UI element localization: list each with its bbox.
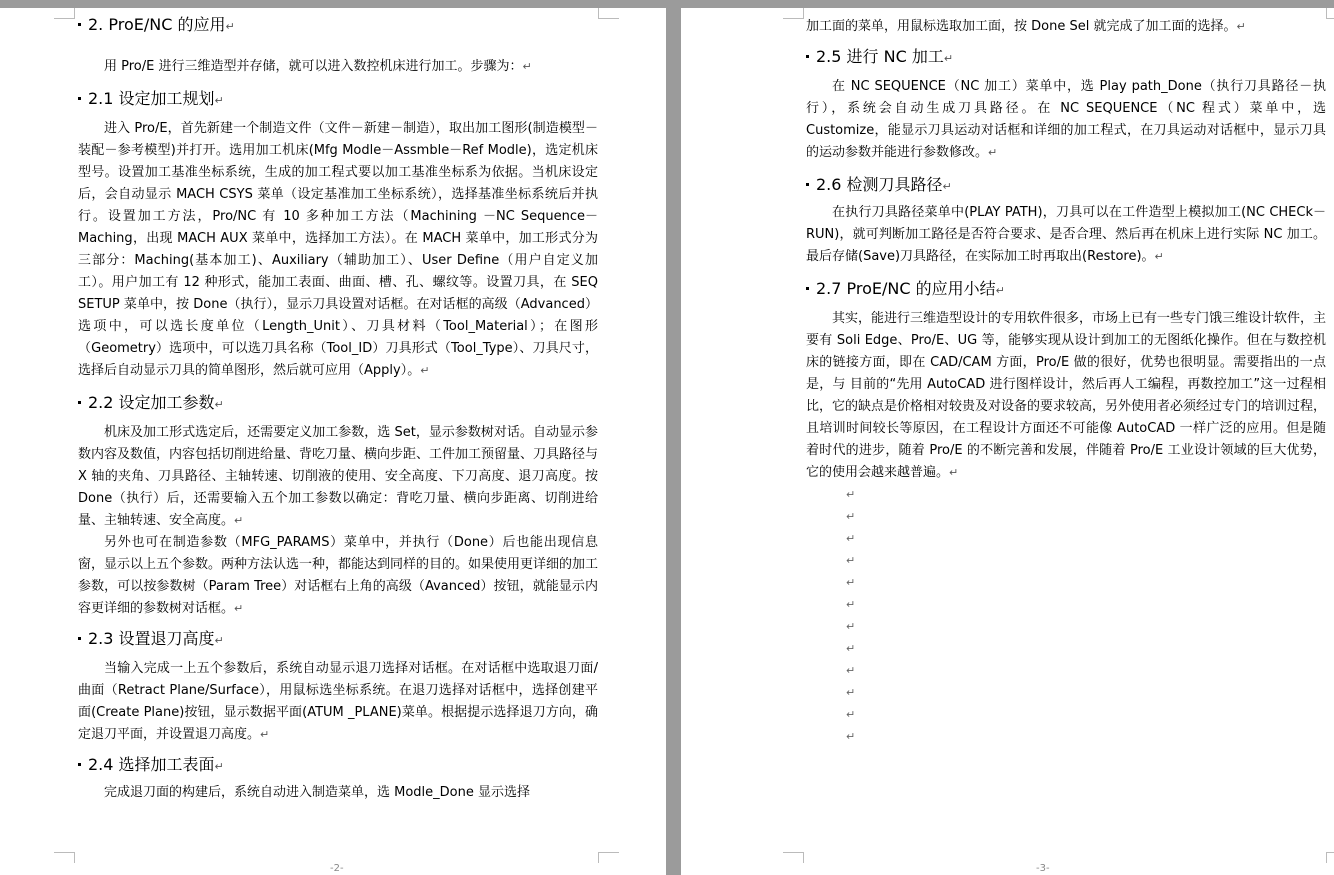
page-body[interactable] bbox=[78, 8, 598, 804]
empty-paragraph-mark: ↵ bbox=[846, 576, 856, 589]
page-corner-mark bbox=[598, 852, 619, 863]
page-corner-mark bbox=[598, 8, 619, 19]
page-body[interactable] bbox=[806, 8, 1326, 748]
page-corner-mark bbox=[783, 8, 804, 19]
section-heading: 2. ProE/NC 的应用↵ bbox=[78, 14, 598, 36]
body-paragraph: 在 NC SEQUENCE（NC 加工）菜单中，选 Play path_Done（执行刀具路径－执行），系统会自动生成刀具路径。在 NC SEQUENCE（NC 程式）菜单中，选 Customize，能显示刀具运动对话框和详细的加工程式，在刀具运动对话框中，显示刀具的运动参数并能进行参数修改。↵ bbox=[806, 79, 1326, 160]
body-paragraph: 当输入完成一上五个参数后，系统自动显示退刀选择对话框。在对话框中选取退刀面/曲面（Retract Plane/Surface），用鼠标选坐标系统。在退刀选择对话框中，选择创建平面(Create Plane)按钮，显示数据平面(ATUM _PLANE)菜单。根据提示选择退刀方向，确定退刀平面，并设置退刀高度。↵ bbox=[78, 661, 598, 742]
body-paragraph: 进入 Pro/E，首先新建一个制造文件（文件－新建－制造），取出加工图形(制造模型－装配－参考模型)并打开。选用加工机床(Mfg Modle－Assmble－Ref Modle)，选定机床型号。设置加工基准坐标系统，生成的加工程式要以加工基准坐标系为依据。当机床设定后，会自动显示 MACH CSYS 菜单（设定基准加工坐标系统），选择基准坐标系统后并执行。设置加工方法，Pro/NC 有 10 多种加工方法（Machining －NC Sequence－Maching，出现 MACH AUX 菜单中，选择加工方法）。在 MACH 菜单中，加工形式分为三部分：Maching(基本加工)、Auxiliary（辅助加工）、User Define（用户自定义加工）。用户加工有 12 种形式，能加工表面、曲面、槽、孔、螺纹等。设置刀具，在 SEQ SETUP 菜单中，按 Done（执行），显示刀具设置对话框。在对话框的高级（Advanced）选项中，可以选长度单位（Length_Unit）、刀具材料（Tool_Material）；在图形（Geometry）选项中，可以选刀具名称（Tool_ID）刀具形式（Tool_Type）、刀具尺寸，选择后自动显示刀具的简单图形，然后就可应用（Apply）。↵ bbox=[78, 121, 598, 378]
page-number: -2- bbox=[330, 863, 344, 874]
body-paragraph: 机床及加工形式选定后，还需要定义加工参数，选 Set，显示参数树对话。自动显示参数内容及数值，内容包括切削进给量、背吃刀量、横向步距、工件加工预留量、刀具路径与 X 轴的夹角、刀具路径、主轴转速、切削液的使用、安全高度、下刀高度、退刀高度。按 Done（执行）后，还需要输入五个加工参数以确定：背吃刀量、横向步距离、切削进给量、主轴转速、安全高度。↵ bbox=[78, 425, 599, 528]
section-heading: 2.2 设定加工参数↵ bbox=[78, 392, 598, 414]
section-heading: 2.4 选择加工表面↵ bbox=[78, 754, 598, 776]
section-heading: 2.3 设置退刀高度↵ bbox=[78, 628, 598, 650]
section-heading: 2.1 设定加工规划↵ bbox=[78, 88, 598, 110]
document-page-3[interactable] bbox=[681, 8, 1334, 875]
section-heading: 2.6 检测刀具路径↵ bbox=[806, 174, 1326, 196]
empty-paragraph-mark: ↵ bbox=[846, 708, 856, 721]
page-corner-mark bbox=[54, 852, 75, 863]
page-number: -3- bbox=[1036, 863, 1050, 874]
page-corner-mark bbox=[1326, 852, 1334, 863]
empty-paragraph-mark: ↵ bbox=[846, 642, 856, 655]
body-paragraph: 其实，能进行三维造型设计的专用软件很多，市场上已有一些专门饿三维设计软件，主要有 Soli Edge、Pro/E、UG 等，能够实现从设计到加工的无图纸化操作。但在与数控机床的链接方面，即在 CAD/CAM 方面，Pro/E 做的很好，优势也很明显。需要指出的一点是，与 目前的“先用 AutoCAD 进行图样设计，然后再人工编程，再数控加工”这一过程相比，它的缺点是价格相对较贵及对设备的要求较高，另外使用者必须经过专门的培训过程，且培训时间较长等原因，在工程设计方面还不可能像 AutoCAD 一样广泛的应用。但是随着时代的进步，随着 Pro/E 的不断完善和发展，伴随着 Pro/E 工业设计领域的巨大优势，它的使用会越来越普遍。↵ bbox=[806, 311, 1327, 480]
empty-paragraph-mark: ↵ bbox=[846, 532, 856, 545]
page-corner-mark bbox=[783, 852, 804, 863]
section-heading: 2.5 进行 NC 加工↵ bbox=[806, 46, 1326, 68]
empty-paragraph-mark: ↵ bbox=[846, 730, 856, 743]
empty-paragraph-mark: ↵ bbox=[846, 510, 856, 523]
body-paragraph: 用 Pro/E 进行三维造型并存储，就可以进入数控机床进行加工。步骤为：↵ bbox=[104, 59, 532, 74]
body-paragraph: 加工面的菜单，用鼠标选取加工面，按 Done Sel 就完成了加工面的选择。↵ bbox=[806, 19, 1246, 34]
empty-paragraph-mark: ↵ bbox=[846, 554, 856, 567]
document-page-2[interactable] bbox=[0, 8, 666, 875]
empty-paragraph-mark: ↵ bbox=[846, 620, 856, 633]
empty-paragraph-mark: ↵ bbox=[846, 664, 856, 677]
page-corner-mark bbox=[54, 8, 75, 19]
empty-paragraphs bbox=[806, 484, 1326, 748]
empty-paragraph-mark: ↵ bbox=[846, 488, 856, 501]
section-heading: 2.7 ProE/NC 的应用小结↵ bbox=[806, 278, 1326, 300]
empty-paragraph-mark: ↵ bbox=[846, 598, 856, 611]
body-paragraph: 在执行刀具路径菜单中(PLAY PATH)，刀具可以在工件造型上模拟加工(NC CHECk－RUN)，就可判断加工路径是否符合要求、是否合理、然后再在机床上进行实际 NC 加工。最后存储(Save)刀具路径，在实际加工时再取出(Restore)。↵ bbox=[806, 205, 1326, 264]
empty-paragraph-mark: ↵ bbox=[846, 686, 856, 699]
page-gap bbox=[666, 0, 681, 875]
body-paragraph: 完成退刀面的构建后，系统自动进入制造菜单，选 Modle_Done 显示选择 bbox=[104, 785, 530, 800]
body-paragraph: 另外也可在制造参数（MFG_PARAMS）菜单中，并执行（Done）后也能出现信息窗，显示以上五个参数。两种方法认选一种，都能达到同样的目的。如果使用更详细的加工参数，可以按参数树（Param Tree）对话框右上角的高级（Avanced）按钮，就能显示内容更详细的参数树对话框。↵ bbox=[78, 535, 599, 616]
page-corner-mark bbox=[1326, 8, 1334, 19]
